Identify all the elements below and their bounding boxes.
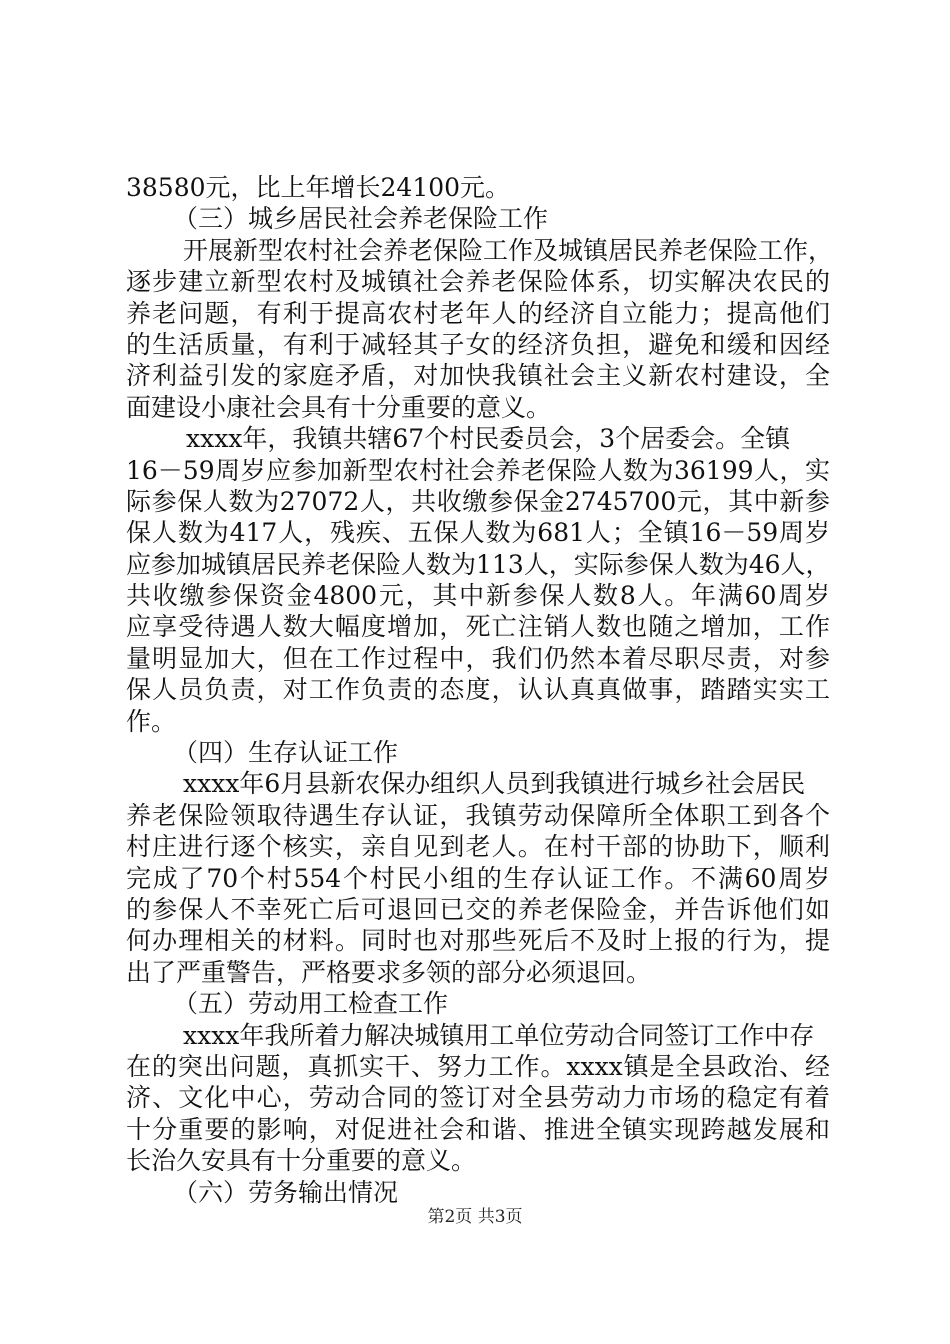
section-heading-4: （四）生存认证工作 xyxy=(173,738,399,768)
paragraph-line: 16－59周岁应参加新型农村社会养老保险人数为36199人，实 xyxy=(126,455,830,485)
paragraph-line: 的参保人不幸死亡后可退回已交的养老保险金，并告诉他们如 xyxy=(126,894,830,924)
paragraph-line: xxxx年6月县新农保办组织人员到我镇进行城乡社会居民 xyxy=(183,769,806,799)
paragraph-line: 际参保人数为27072人，共收缴参保金2745700元，其中新参 xyxy=(126,486,830,516)
paragraph-line: 应享受待遇人数大幅度增加，死亡注销人数也随之增加，工作 xyxy=(126,612,830,642)
paragraph-line: 村庄进行逐个核实，亲自见到老人。在村干部的协助下，顺利 xyxy=(126,832,830,862)
paragraph-line: 养老保险领取待遇生存认证，我镇劳动保障所全体职工到各个 xyxy=(126,800,830,830)
document-body xyxy=(126,172,834,1208)
paragraph-line: xxxx年，我镇共辖67个村民委员会，3个居委会。全镇 xyxy=(186,424,791,454)
paragraph-line: 出了严重警告，严格要求多领的部分必须退回。 xyxy=(126,957,652,987)
paragraph-line: xxxx年我所着力解决城镇用工单位劳动合同签订工作中存 xyxy=(183,1020,815,1050)
paragraph-line: 完成了70个村554个村民小组的生存认证工作。不满60周岁 xyxy=(126,863,830,893)
paragraph-line: 应参加城镇居民养老保险人数为113人，实际参保人数为46人， xyxy=(126,549,831,579)
paragraph-line: 济、文化中心，劳动合同的签订对全县劳动力市场的稳定有着 xyxy=(126,1083,830,1113)
paragraph-line: 长治久安具有十分重要的意义。 xyxy=(126,1146,477,1176)
paragraph-line: 38580元，比上年增长24100元。 xyxy=(126,173,511,202)
paragraph-line: 济利益引发的家庭矛盾，对加快我镇社会主义新农村建设，全 xyxy=(126,361,830,391)
section-heading-6: （六）劳务输出情况 xyxy=(173,1177,399,1207)
section-heading-3: （三）城乡居民社会养老保险工作 xyxy=(173,204,549,234)
paragraph-line: 在的突出问题，真抓实干、努力工作。xxxx镇是全县政治、经 xyxy=(126,1051,830,1081)
paragraph-line: 开展新型农村社会养老保险工作及城镇居民养老保险工作， xyxy=(183,235,834,265)
paragraph-line: 量明显加大，但在工作过程中，我们仍然本着尽职尽责，对参 xyxy=(126,643,830,673)
paragraph-line: 共收缴参保资金4800元，其中新参保人数8人。年满60周岁 xyxy=(126,581,830,611)
paragraph-line: 作。 xyxy=(126,706,177,736)
paragraph-line: 十分重要的影响，对促进社会和谐、推进全镇实现跨越发展和 xyxy=(126,1114,830,1144)
paragraph-line: 何办理相关的材料。同时也对那些死后不及时上报的行为，提 xyxy=(126,926,830,956)
page-number-footer: 第2页 共3页 xyxy=(427,1207,523,1227)
paragraph-line: 的生活质量，有利于减轻其子女的经济负担，避免和缓和因经 xyxy=(126,329,830,359)
paragraph-line: 保人员负责，对工作负责的态度，认认真真做事，踏踏实实工 xyxy=(126,675,830,705)
paragraph-line: 逐步建立新型农村及城镇社会养老保险体系，切实解决农民的 xyxy=(126,267,830,297)
section-heading-5: （五）劳动用工检查工作 xyxy=(173,989,449,1019)
paragraph-line: 保人数为417人，残疾、五保人数为681人；全镇16－59周岁 xyxy=(126,518,830,548)
paragraph-line: 养老问题，有利于提高农村老年人的经济自立能力；提高他们 xyxy=(126,298,830,328)
paragraph-line: 面建设小康社会具有十分重要的意义。 xyxy=(126,392,552,422)
